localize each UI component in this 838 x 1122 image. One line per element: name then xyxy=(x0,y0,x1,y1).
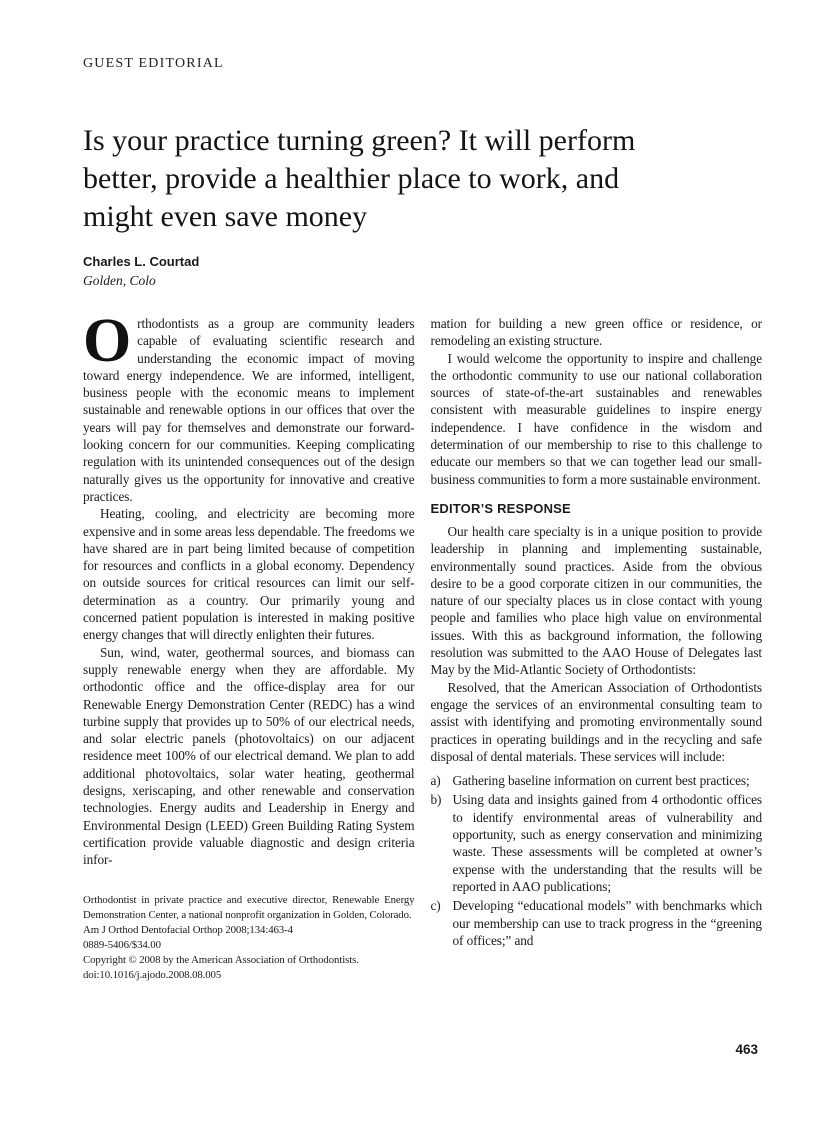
article-title xyxy=(83,122,762,236)
article-title-line-3: might even save money xyxy=(83,200,368,233)
list-item-text: Developing “educational models” with benchmarks which our membership can use to track progress in the “greening of offices;” and xyxy=(452,898,762,948)
paragraph: Heating, cooling, and electricity are becoming more expensive and in some areas less dependable. The freedoms we have shared are in part being limited because of competition for resources and conflicts in a global economy. Dependency on outside sources for critical resources can limit our self-determination as a country. Our primarily young and concerned patient population is interested in making positive energy changes that will directly enlighten their futures. xyxy=(83,506,415,643)
footnote-citation: Am J Orthod Dentofacial Orthop 2008;134:463-4 xyxy=(83,923,293,936)
article-title-line-2: better, provide a healthier place to work, and xyxy=(83,162,620,195)
list-item-text: Gathering baseline information on current best practices; xyxy=(452,773,750,789)
footnote-affiliation: Orthodontist in private practice and executive director, Renewable Energy Demonstration Center, a national nonprofit organization in Golden, Colorado. xyxy=(83,893,415,921)
paragraph: Sun, wind, water, geothermal sources, and biomass can supply renewable energy when they are affordable. My orthodontic office and the office-display area for our Renewable Energy Demonstration Center (REDC) has a wind turbine supply that provides up to 50% of our electrical needs, and solar electric panels (photovoltaics) on our adjacent residence meet 100% of our electrical demand. We plan to add additional photovoltaics, solar water heating, geothermal designs, xeriscaping, and other renewable and conservation technologies. Energy audits and Leadership in Energy and Environmental Design (LEED) Green Building Rating System certification provide valuable diagnostic and design criteria infor- xyxy=(83,644,415,868)
footnote-doi: doi:10.1016/j.ajodo.2008.08.005 xyxy=(83,968,222,981)
footnote-issn-price: 0889-5406/$34.00 xyxy=(83,938,161,951)
article-title-line-1: Is your practice turning green? It will perform xyxy=(83,124,636,157)
footnote-block xyxy=(83,893,415,983)
list-item-label: c) xyxy=(430,898,441,914)
paragraph-continuation: mation for building a new green office or residence, or remodeling an existing structure. xyxy=(430,316,762,349)
paragraph-dropcap xyxy=(83,307,415,505)
list-item-label: b) xyxy=(430,792,442,808)
list-item-b xyxy=(431,791,763,895)
paragraph: Resolved, that the American Association of Orthodontists engage the services of an environmental consulting team to assist with identifying and promoting environmentally sound practices in operating buildings and in the recycling and safe disposal of dental materials. These services will include: xyxy=(430,679,762,764)
editors-response-heading: EDITOR’S RESPONSE xyxy=(430,500,571,516)
right-column xyxy=(431,315,763,983)
resolution-list xyxy=(431,772,763,949)
section-kicker: GUEST EDITORIAL xyxy=(83,56,224,71)
left-column xyxy=(83,307,415,983)
paragraph: Our health care specialty is in a unique position to provide leadership in planning and implementing sustainable, environmentally sound practices. Aside from the obvious desire to be a good corporate citizen in our communities, the nature of our specialty places us in close contact with young people and families who place high value on environmental issues. With this as background information, the following resolution was submitted to the AAO House of Delegates last May by the Mid-Atlantic Society of Orthodontists: xyxy=(430,523,762,678)
author-name: Charles L. Courtad xyxy=(83,254,200,269)
list-item-a xyxy=(431,772,763,789)
list-item-c xyxy=(431,897,763,949)
page-number: 463 xyxy=(735,1042,758,1057)
list-item-label: a) xyxy=(430,773,441,789)
author-affiliation: Golden, Colo xyxy=(83,273,156,288)
article-body xyxy=(83,307,762,983)
list-item-text: Using data and insights gained from 4 orthodontic offices to identify environmental areas of vulnerability and opportunity, such as energy conservation and minimizing waste. These assessments will be completed at owner’s expense with the understanding that the results will be reported in AAO publications; xyxy=(452,792,762,894)
paragraph: I would welcome the opportunity to inspire and challenge the orthodontic community to use our national collaboration sources of state-of-the-art sustainables and renewables consistent with measurable guidelines to inspire energy independence. I have confidence in the wisdom and determination of our membership to rise to this challenge to educate our members so that we can together lead our small-business communities to form a more sustainable environment. xyxy=(430,350,762,487)
paragraph-text: rthodontists as a group are community leaders capable of evaluating scientific research and understanding the economic impact of moving toward energy independence. We are informed, intelligent, business people with the economic means to implement sustainable and renewable options in our offices that over the years will pay for themselves and demonstrate our forward-looking concern for our communities. Keeping complicating regulation with its unintended consequences out of the design naturally gives us the opportunity for innovative and creative practices. xyxy=(83,316,415,504)
drop-cap-letter: O xyxy=(83,307,132,375)
footnote-copyright: Copyright © 2008 by the American Association of Orthodontists. xyxy=(83,953,359,966)
